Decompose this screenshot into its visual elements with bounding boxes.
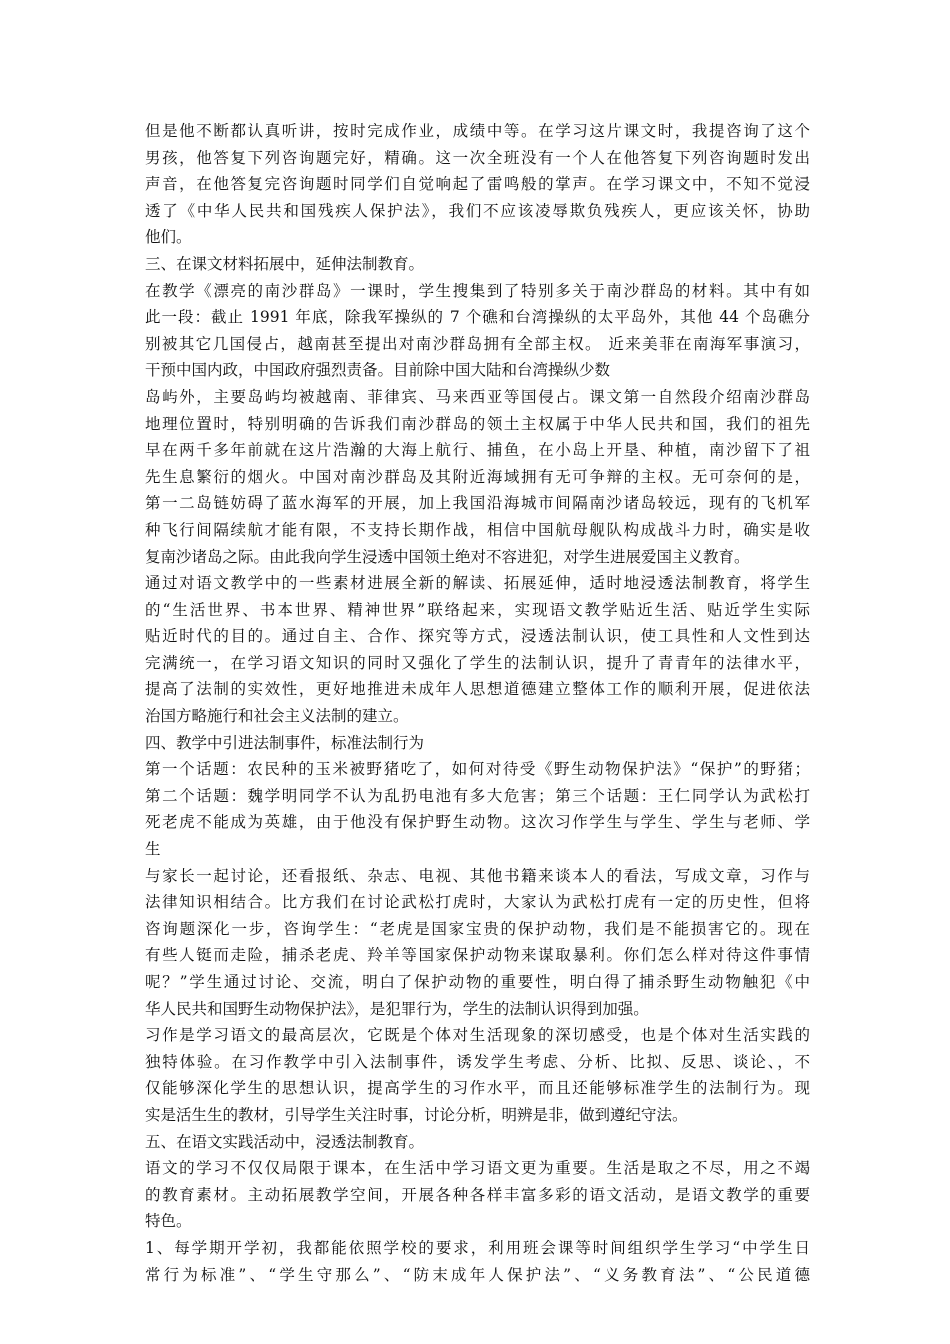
text-line: 地理位置时，特别明确的告诉我们南沙群岛的领土主权属于中华人民共和国，我们的祖先 xyxy=(145,414,810,433)
text-line: 完满统一，在学习语文知识的同时又强化了学生的法制认识，提升了青青年的法律水平， xyxy=(145,653,810,672)
text-line: 第二个话题：魏学明同学不认为乱扔电池有多大危害；第三个话题：王仁同学认为武松打 xyxy=(145,786,810,805)
text-line: 五、在语文实践活动中，浸透法制教育。 xyxy=(145,1132,425,1151)
text-line: 有些人铤而走险，捕杀老虎、羚羊等国家保护动物来谋取暴利。你们怎么样对待这件事情 xyxy=(145,946,810,965)
text-line: 的教育素材。主动拓展教学空间，开展各种各样丰富多彩的语文活动，是语文教学的重要 xyxy=(145,1185,810,1204)
text-line: 特色。 xyxy=(145,1212,192,1231)
text-line: 干预中国内政，中国政府强烈责备。目前除中国大陆和台湾操纵少数 xyxy=(145,361,611,380)
text-line: 复南沙诸岛之际。由此我向学生浸透中国领土绝对不容进犯，对学生进展爱国主义教育。 xyxy=(145,547,750,566)
text-line: 通过对语文教学中的一些素材进展全新的解读、拓展延伸，适时地浸透法制教育，将学生 xyxy=(145,574,810,593)
text-line: 第一个话题：农民种的玉米被野猪吃了，如何对待受《野生动物保护法》“保护”的野猪； xyxy=(145,760,810,779)
text-line: 男孩，他答复下列咨询题完好，精确。这一次全班没有一个人在他答复下列咨询题时发出 xyxy=(145,148,810,167)
text-line: 与家长一起讨论，还看报纸、杂志、电视、其他书籍来谈本人的看法，写成文章，习作与 xyxy=(145,866,810,885)
text-line: 仅能够深化学生的思想认识，提高学生的习作水平，而且还能够标准学生的法制行为。现 xyxy=(145,1079,810,1098)
text-line: 华人民共和国野生动物保护法》，是犯罪行为，学生的法制认识得到加强。 xyxy=(145,999,649,1018)
text-line: 治国方略施行和社会主义法制的建立。 xyxy=(145,707,409,726)
text-line: 咨询题深化一步，咨询学生：“老虎是国家宝贵的保护动物，我们是不能损害它的。现在 xyxy=(145,919,810,938)
text-line: 四、教学中引进法制事件，标准法制行为 xyxy=(145,733,425,752)
text-line: 实是活生生的教材，引导学生关注时事，讨论分析，明辨是非，做到遵纪守法。 xyxy=(145,1105,688,1124)
text-line: 呢？”学生通过讨论、交流，明白了保护动物的重要性，明白得了捕杀野生动物触犯《中 xyxy=(145,973,810,991)
text-line: 此一段：截止 1991 年底，除我军操纵的 7 个礁和台湾操纵的太平岛外，其他 44 个岛礁分 xyxy=(145,308,810,327)
text-line: 但是他不断都认真听讲，按时完成作业，成绩中等。在学习这片课文时，我提咨询了这个 xyxy=(145,122,810,140)
text-line: 法律知识相结合。比方我们在讨论武松打虎时，大家认为武松打虎有一定的历史性，但将 xyxy=(145,893,810,912)
text-line: 他们。 xyxy=(145,228,192,247)
text-line: 早在两千多年前就在这片浩瀚的大海上航行、捕鱼，在小岛上开垦、种植，南沙留下了祖 xyxy=(145,441,810,460)
text-line: 在教学《漂亮的南沙群岛》一课时，学生搜集到了特别多关于南沙群岛的材料。其中有如 xyxy=(145,281,810,300)
text-line: 提高了法制的实效性，更好地推进未成年人思想道德建立整体工作的顺利开展，促进依法 xyxy=(145,680,810,699)
text-line: 语文的学习不仅仅局限于课本，在生活中学习语文更为重要。生活是取之不尽，用之不竭 xyxy=(145,1159,810,1178)
text-line: 的“生活世界、书本世界、精神世界”联络起来，实现语文教学贴近生活、贴近学生实际 xyxy=(145,600,810,619)
text-line: 岛屿外，主要岛屿均被越南、菲律宾、马来西亚等国侵占。课文第一自然段介绍南沙群岛 xyxy=(145,387,810,406)
text-line: 生 xyxy=(145,840,161,859)
text-line: 习作是学习语文的最高层次，它既是个体对生活现象的深切感受，也是个体对生活实践的 xyxy=(145,1026,810,1045)
text-line: 透了《中华人民共和国残疾人保护法》，我们不应该凌辱欺负残疾人，更应该关怀，协助 xyxy=(145,201,810,220)
text-line: 先生息繁衍的烟火。中国对南沙群岛及其附近海域拥有无可争辩的主权。无可奈何的是， xyxy=(145,467,810,486)
document-body xyxy=(145,118,810,1288)
text-line: 别被其它几国侵占，越南甚至提出对南沙群岛拥有全部主权。 近来美菲在南海军事演习， xyxy=(145,334,810,353)
text-line: 死老虎不能成为英雄，由于他没有保护野生动物。这次习作学生与学生、学生与老师、学 xyxy=(145,813,810,832)
text-line: 独特体验。在习作教学中引入法制事件，诱发学生考虑、分析、比拟、反思、谈论、，不 xyxy=(145,1052,810,1071)
text-line: 第一二岛链妨碍了蓝水海军的开展，加上我国沿海城市间隔南沙诸岛较远，现有的飞机军 xyxy=(145,494,810,513)
text-line: 贴近时代的目的。通过自主、合作、探究等方式，浸透法制认识，使工具性和人文性到达 xyxy=(145,627,810,646)
text-line: 三、在课文材料拓展中，延伸法制教育。 xyxy=(145,254,425,273)
text-line: 声音，在他答复完咨询题时同学们自觉响起了雷鸣般的掌声。在学习课文中，不知不觉浸 xyxy=(145,175,810,194)
text-line: 种飞行间隔续航才能有限，不支持长期作战，相信中国航母舰队构成战斗力时，确实是收 xyxy=(145,520,810,539)
text-line: 常行为标准”、“学生守那么”、“防末成年人保护法”、“义务教育法”、“公民道德 xyxy=(145,1265,810,1284)
text-line: 1、每学期开学初，我都能依照学校的要求，利用班会课等时间组织学生学习“中学生日 xyxy=(145,1238,810,1257)
